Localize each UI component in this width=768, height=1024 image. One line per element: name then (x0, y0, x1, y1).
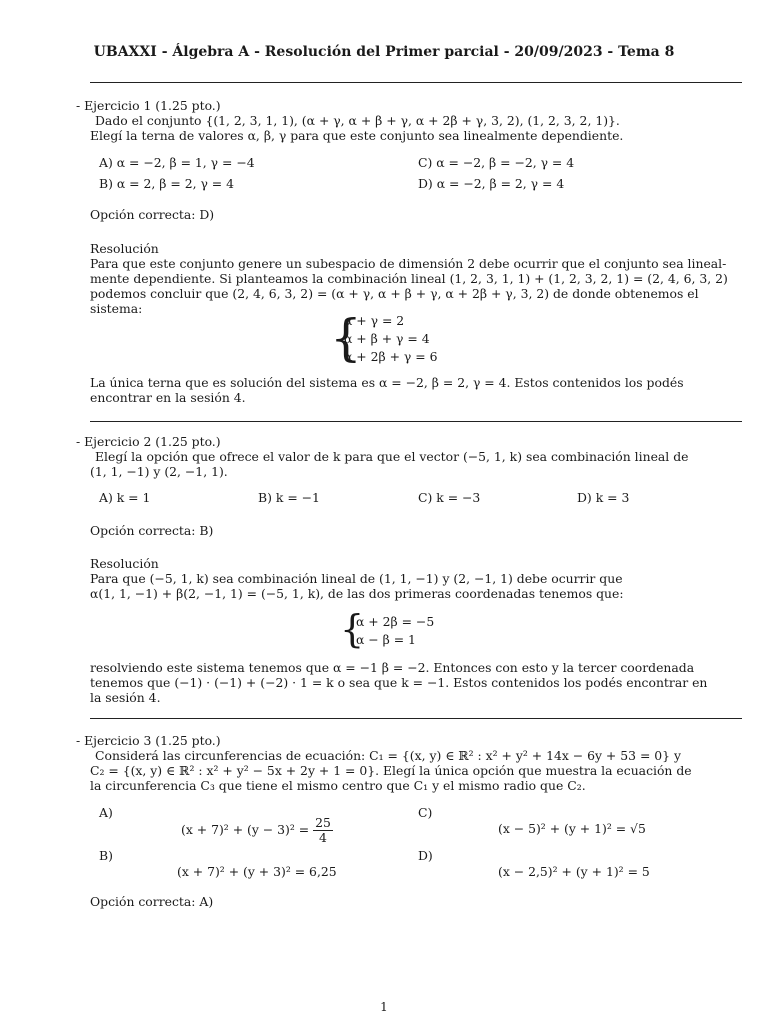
option-b-equation: (x + 7)² + (y + 3)² = 6,25 (177, 864, 337, 879)
statement-line: Elegí la opción que ofrece el valor de k para que el vector (−5, 1, k) sea combinación lineal de (95, 449, 689, 464)
statement-line: C₂ = {(x, y) ∈ ℝ² : x² + y² − 5x + 2y + 1 = 0}. Elegí la única opción que muestra la ecuación de (90, 763, 692, 778)
divider (90, 82, 742, 83)
correct-option: Opción correcta: B) (90, 523, 214, 538)
resolution-line: podemos concluir que (2, 4, 6, 3, 2) = (α + γ, α + β + γ, α + 2β + γ, 3, 2) de donde obtenemos el (90, 286, 699, 301)
resolution-line: mente dependiente. Si planteamos la combinación lineal (1, 2, 3, 1, 1) + (1, 2, 3, 2, 1) = (2, 4, 6, 3, 2) (90, 271, 728, 286)
correct-option: Opción correcta: A) (90, 894, 214, 909)
equation: α + 2β + γ = 6 (344, 349, 438, 364)
option-c-equation: (x − 5)² + (y + 1)² = √5 (498, 821, 646, 836)
denominator: 4 (319, 830, 327, 845)
conclusion-line: La única terna que es solución del sistema es α = −2, β = 2, γ = 4. Estos contenidos los podés (90, 375, 684, 390)
conclusion-line: la sesión 4. (90, 690, 161, 705)
correct-option: Opción correcta: D) (90, 207, 215, 222)
option-a: A) α = −2, β = 1, γ = −4 (99, 155, 255, 170)
fraction (313, 816, 333, 845)
statement-line: la circunferencia C₃ que tiene el mismo centro que C₁ y el mismo radio que C₂. (90, 778, 586, 793)
option-d: D) α = −2, β = 2, γ = 4 (418, 176, 565, 191)
statement-line: Considerá las circunferencias de ecuación: C₁ = {(x, y) ∈ ℝ² : x² + y² + 14x − 6y + 53 = 0} y (95, 748, 681, 763)
option-a: A) k = 1 (99, 490, 151, 505)
equation: α + β + γ = 4 (344, 331, 430, 346)
conclusion-line: resolviendo este sistema tenemos que α = −1 β = −2. Entonces con esto y la tercer coordenada (90, 660, 695, 675)
option-b: B) k = −1 (258, 490, 320, 505)
option-d-label: D) (418, 848, 433, 863)
option-c: C) k = −3 (418, 490, 481, 505)
option-d: D) k = 3 (577, 490, 630, 505)
resolution-line: Para que (−5, 1, k) sea combinación lineal de (1, 1, −1) y (2, −1, 1) debe ocurrir que (90, 571, 623, 586)
conclusion-line: encontrar en la sesión 4. (90, 390, 246, 405)
option-d-equation: (x − 2,5)² + (y + 1)² = 5 (498, 864, 650, 879)
resolution-title: Resolución (90, 556, 159, 571)
resolution-line: sistema: (90, 301, 143, 316)
exercise-heading: - Ejercicio 1 (1.25 pto.) (76, 98, 221, 113)
equation: α + 2β = −5 (356, 614, 435, 629)
option-b-label: B) (99, 848, 113, 863)
option-a-equation (181, 816, 333, 845)
page-title: UBAXXI - Álgebra A - Resolución del Primer parcial - 20/09/2023 - Tema 8 (93, 44, 675, 60)
equation: α − β = 1 (356, 632, 416, 647)
exercise-heading: - Ejercicio 2 (1.25 pto.) (76, 434, 221, 449)
resolution-line: α(1, 1, −1) + β(2, −1, 1) = (−5, 1, k), de las dos primeras coordenadas tenemos que: (90, 586, 624, 601)
equation-lhs: (x + 7)² + (y − 3)² = (181, 822, 310, 837)
statement-line: Dado el conjunto {(1, 2, 3, 1, 1), (α + γ, α + β + γ, α + 2β + γ, 3, 2), (1, 2, 3, 2, 1)}. (95, 113, 620, 128)
statement-line: (1, 1, −1) y (2, −1, 1). (90, 464, 228, 479)
page-number: 1 (380, 1000, 388, 1014)
option-b: B) α = 2, β = 2, γ = 4 (99, 176, 234, 191)
exercise-heading: - Ejercicio 3 (1.25 pto.) (76, 733, 221, 748)
option-c: C) α = −2, β = −2, γ = 4 (418, 155, 575, 170)
equation: α + γ = 2 (344, 313, 405, 328)
system-brace: { (330, 309, 362, 367)
option-c-label: C) (418, 805, 433, 820)
statement-line: Elegí la terna de valores α, β, γ para que este conjunto sea linealmente dependiente. (90, 128, 624, 143)
numerator: 25 (315, 815, 331, 830)
system-brace: { (340, 607, 365, 651)
resolution-line: Para que este conjunto genere un subespacio de dimensión 2 debe ocurrir que el conjunto sea lineal- (90, 256, 727, 271)
divider (90, 718, 742, 719)
option-a-label: A) (99, 805, 113, 820)
conclusion-line: tenemos que (−1) · (−1) + (−2) · 1 = k o sea que k = −1. Estos contenidos los podés encontrar en (90, 675, 708, 690)
resolution-title: Resolución (90, 241, 159, 256)
divider (90, 421, 742, 422)
